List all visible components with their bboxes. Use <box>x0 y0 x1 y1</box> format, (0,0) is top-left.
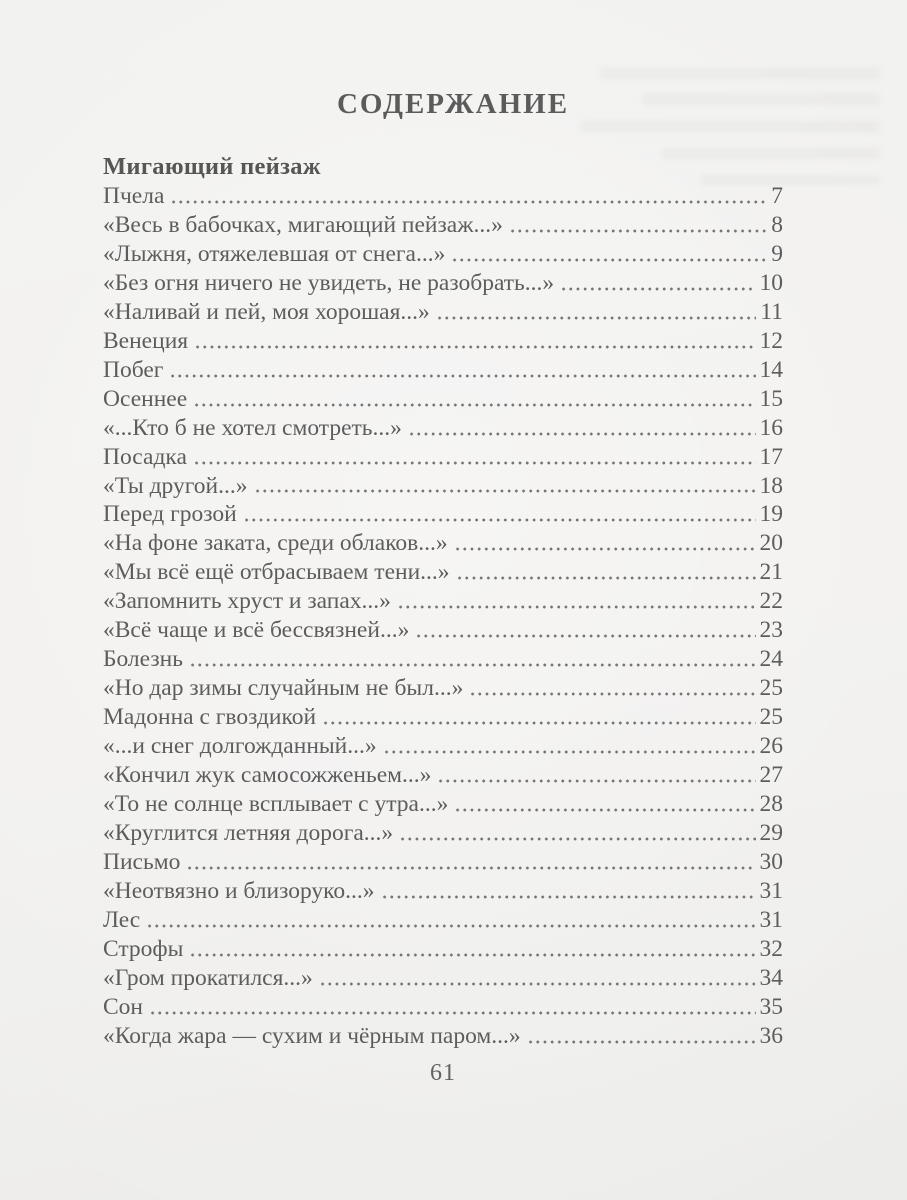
toc-entry <box>103 1022 783 1051</box>
page-title: СОДЕРЖАНИЕ <box>336 88 570 120</box>
toc-entry-title: «Без огня ничего не увидеть, не разобрать...» <box>103 269 555 296</box>
toc-entry <box>103 848 783 877</box>
dot-leader <box>406 414 756 443</box>
toc-entry <box>103 500 783 529</box>
toc-entry-page: 31 <box>759 877 783 904</box>
dot-leader <box>317 964 756 993</box>
toc-entry-page: 30 <box>759 848 783 875</box>
toc-entry <box>103 761 783 790</box>
toc-entry-title: «Но дар зимы случайным не был...» <box>103 675 464 702</box>
toc-entry-page: 32 <box>759 935 783 962</box>
toc-entry-title: Письмо <box>103 848 181 875</box>
toc-entry <box>103 298 783 327</box>
toc-entry-title: Строфы <box>103 935 184 962</box>
toc-entry-page: 34 <box>759 964 783 991</box>
toc-entry-title: Побег <box>103 356 164 383</box>
dot-leader <box>467 674 755 703</box>
toc-entry-title: Сон <box>103 993 144 1020</box>
toc-entry <box>103 790 783 819</box>
toc-entry-title: «Ты другой...» <box>103 472 248 499</box>
toc-entry-page: 26 <box>759 733 783 760</box>
dot-leader <box>449 240 767 269</box>
dot-leader <box>507 211 767 240</box>
dot-leader <box>452 529 756 558</box>
toc-entry-title: Мадонна с гвоздикой <box>103 704 317 731</box>
toc-entry-title: Пчела <box>103 183 165 209</box>
toc-entry-page: 17 <box>759 443 783 470</box>
dot-leader <box>191 443 756 472</box>
toc-entry <box>103 240 783 269</box>
toc-entry-page: 22 <box>759 588 783 615</box>
toc-entry-title: Перед грозой <box>103 501 237 528</box>
toc-entry-page: 27 <box>759 762 783 789</box>
toc-entry-page: 15 <box>759 385 783 412</box>
dot-leader <box>144 906 755 935</box>
toc-entry <box>103 703 783 732</box>
toc-entry-title: Посадка <box>103 443 187 470</box>
dot-leader <box>525 1022 756 1051</box>
toc-entry-title: «...Кто б не хотел смотреть...» <box>103 414 402 441</box>
toc-entry <box>103 327 783 356</box>
table-of-contents <box>103 151 783 1051</box>
toc-entry-title: Болезнь <box>103 646 183 673</box>
toc-entry-page: 23 <box>759 617 783 644</box>
dot-leader <box>435 761 755 790</box>
dot-leader <box>147 993 755 1022</box>
toc-entry <box>103 819 783 848</box>
toc-entry <box>103 558 783 587</box>
toc-entry <box>103 443 783 472</box>
dot-leader <box>187 645 756 674</box>
toc-entry-page: 16 <box>759 414 783 441</box>
dot-leader <box>395 587 756 616</box>
toc-entry-page: 12 <box>759 327 783 354</box>
toc-entry <box>103 211 783 240</box>
toc-entry <box>103 906 783 935</box>
toc-entry <box>103 414 783 443</box>
toc-entry <box>103 935 783 964</box>
toc-entry-title: Лес <box>103 906 141 933</box>
dot-leader <box>187 935 755 964</box>
toc-entry-page: 14 <box>759 356 783 383</box>
toc-entry-title: Осеннее <box>103 385 188 412</box>
toc-entry-page: 21 <box>759 559 783 586</box>
toc-entry <box>103 269 783 298</box>
dot-leader <box>167 356 755 385</box>
toc-entry-page: 25 <box>759 675 783 702</box>
dot-leader <box>397 819 755 848</box>
toc-entry-page: 8 <box>771 211 783 238</box>
toc-entry-page: 31 <box>759 906 783 933</box>
toc-entry-title: «Когда жара — сухим и чёрным паром...» <box>103 1022 521 1049</box>
folio-page-number: 61 <box>430 1060 456 1086</box>
page-showthrough <box>580 121 880 132</box>
toc-entry-title: «На фоне заката, среди облаков...» <box>103 530 448 557</box>
toc-section-header: Мигающий пейзаж <box>103 153 321 180</box>
toc-entry <box>103 587 783 616</box>
page-showthrough <box>600 68 880 79</box>
toc-entry-page: 9 <box>771 240 783 267</box>
toc-entry <box>103 356 783 385</box>
toc-entry-title: «Весь в бабочках, мигающий пейзаж...» <box>103 211 503 238</box>
dot-leader <box>413 616 755 645</box>
toc-entry-page: 35 <box>759 993 783 1020</box>
toc-entry-title: «Лыжня, отяжелевшая от снега...» <box>103 240 446 267</box>
dot-leader <box>452 790 755 819</box>
dot-leader <box>168 182 767 211</box>
toc-entry-page: 29 <box>759 819 783 846</box>
toc-entry-title: «Запомнить хруст и запах...» <box>103 588 391 615</box>
toc-entry-page: 18 <box>759 472 783 499</box>
toc-entry-page: 24 <box>759 646 783 673</box>
toc-entry-title: «Неотвязно и близоруко...» <box>103 877 375 904</box>
dot-leader <box>320 703 755 732</box>
dot-leader <box>252 472 756 501</box>
dot-leader <box>184 848 755 877</box>
dot-leader <box>241 500 756 529</box>
toc-entry-title: «То не солнце всплывает с утра...» <box>103 791 449 818</box>
toc-entry <box>103 529 783 558</box>
toc-entry <box>103 964 783 993</box>
dot-leader <box>381 732 756 761</box>
toc-entry <box>103 674 783 703</box>
dot-leader <box>558 269 755 298</box>
toc-entry-page: 19 <box>759 501 783 528</box>
toc-entry-page: 11 <box>760 298 783 325</box>
toc-list <box>103 182 783 1051</box>
toc-entry-page: 7 <box>771 183 783 209</box>
toc-entry-title: «Всё чаще и всё бессвязней...» <box>103 617 410 644</box>
toc-entry <box>103 472 783 501</box>
toc-entry-title: «Кончил жук самосожженьем...» <box>103 762 432 789</box>
toc-entry-title: «Наливай и пей, моя хорошая...» <box>103 298 430 325</box>
toc-entry-title: «Гром прокатился...» <box>103 964 313 991</box>
toc-entry <box>103 877 783 906</box>
toc-entry-title: «Круглится летняя дорога...» <box>103 819 394 846</box>
toc-entry-page: 20 <box>759 530 783 557</box>
toc-entry-title: «...и снег долгожданный...» <box>103 733 377 760</box>
dot-leader <box>454 558 756 587</box>
dot-leader <box>191 385 755 414</box>
toc-entry-page: 28 <box>759 791 783 818</box>
toc-entry <box>103 993 783 1022</box>
toc-entry-page: 36 <box>759 1022 783 1049</box>
toc-entry-page: 10 <box>759 269 783 296</box>
dot-leader <box>192 327 755 356</box>
toc-entry <box>103 732 783 761</box>
dot-leader <box>434 298 757 327</box>
toc-entry-page: 25 <box>759 704 783 731</box>
toc-entry <box>103 385 783 414</box>
toc-entry <box>103 616 783 645</box>
toc-entry <box>103 645 783 674</box>
toc-entry <box>103 182 783 211</box>
toc-entry-title: «Мы всё ещё отбрасываем тени...» <box>103 559 450 586</box>
dot-leader <box>379 877 756 906</box>
toc-entry-title: Венеция <box>103 327 189 354</box>
